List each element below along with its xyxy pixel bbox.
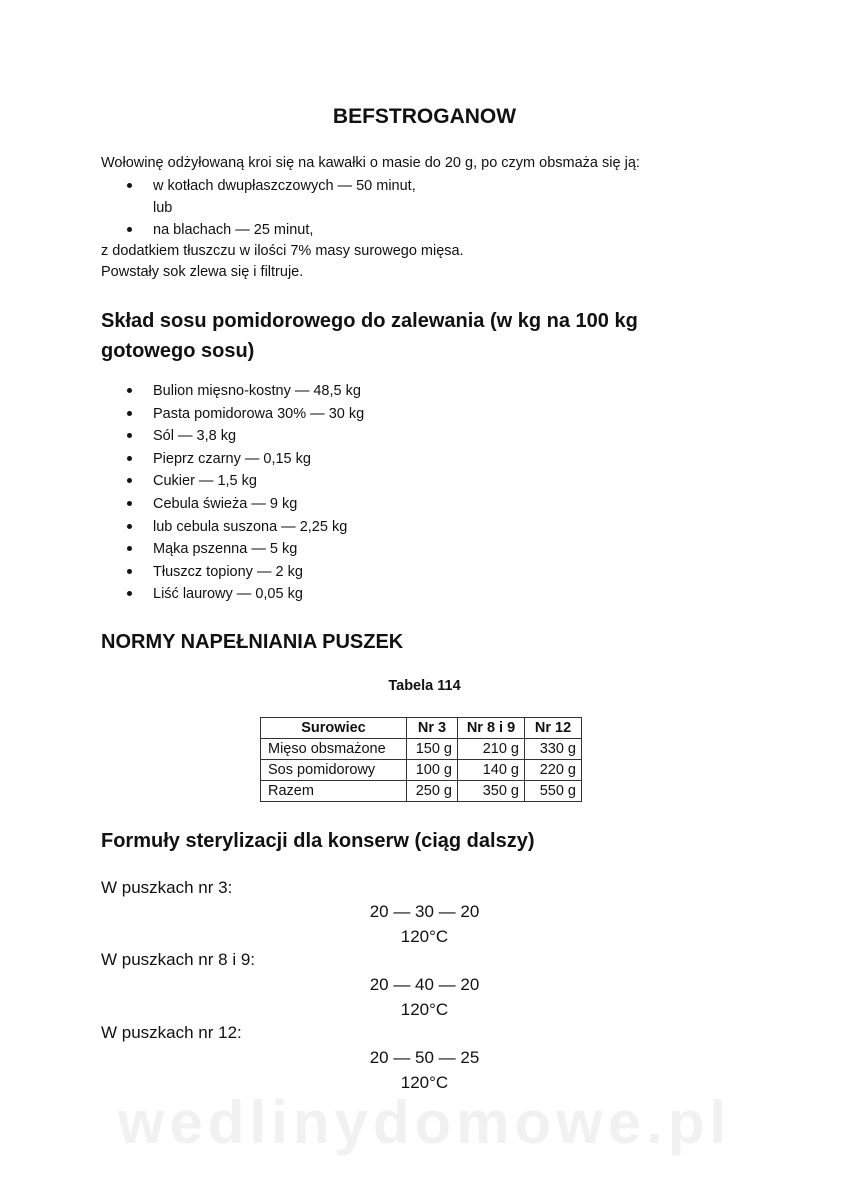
intro-or-text: lub bbox=[153, 200, 173, 216]
table-cell: 100 g bbox=[407, 760, 458, 781]
sauce-heading-line: gotowego sosu) bbox=[101, 340, 255, 362]
intro-line: Powstały sok zlewa się i filtruje. bbox=[101, 264, 304, 280]
table-header-cell: Nr 8 i 9 bbox=[458, 718, 525, 739]
ingredient-item: Pieprz czarny — 0,15 kg bbox=[127, 448, 364, 471]
can-size-label: W puszkach nr 12: bbox=[101, 1023, 242, 1042]
can-size-label: W puszkach nr 8 i 9: bbox=[101, 950, 256, 969]
table-cell: 210 g bbox=[458, 739, 525, 760]
sterilization-heading: Formuły sterylizacji dla konserw (ciąg dalszy) bbox=[101, 830, 535, 852]
table-header-cell: Surowiec bbox=[261, 718, 407, 739]
table-cell: Razem bbox=[261, 781, 407, 802]
table-cell: 250 g bbox=[407, 781, 458, 802]
ingredient-item: Pasta pomidorowa 30% — 30 kg bbox=[127, 403, 364, 426]
formula-line: 20 — 30 — 20 bbox=[369, 902, 480, 921]
ingredient-list bbox=[127, 380, 364, 606]
intro-bullet-list bbox=[127, 175, 416, 197]
intro-bullet-item: na blachach — 25 minut, bbox=[127, 219, 313, 241]
ingredient-item: Cukier — 1,5 kg bbox=[127, 470, 364, 493]
table-cell: 550 g bbox=[525, 781, 582, 802]
sauce-heading-line: Skład sosu pomidorowego do zalewania (w kg na 100 kg bbox=[101, 310, 638, 332]
sterilization-formula bbox=[0, 972, 849, 1022]
ingredient-item: Sól — 3,8 kg bbox=[127, 425, 364, 448]
table-row bbox=[261, 739, 582, 760]
ingredient-item: Cebula świeża — 9 kg bbox=[127, 493, 364, 516]
table-cell: 150 g bbox=[407, 739, 458, 760]
ingredient-item: Bulion mięsno-kostny — 48,5 kg bbox=[127, 380, 364, 403]
table-caption: Tabela 114 bbox=[388, 678, 461, 694]
intro-bullet-list bbox=[127, 219, 313, 241]
temperature-line: 120°C bbox=[400, 1000, 449, 1019]
intro-bullet-item: w kotłach dwupłaszczowych — 50 minut, bbox=[127, 175, 416, 197]
table-cell: 140 g bbox=[458, 760, 525, 781]
table-header-row bbox=[261, 718, 582, 739]
sauce-heading bbox=[101, 306, 638, 366]
filling-norms-table bbox=[260, 717, 582, 802]
watermark: wedlinydomowe.pl bbox=[117, 1089, 732, 1156]
intro-line: Wołowinę odżyłowaną kroi się na kawałki o masie do 20 g, po czym obsmaża się ją: bbox=[101, 155, 640, 171]
intro-line: z dodatkiem tłuszczu w ilości 7% masy surowego mięsa. bbox=[101, 243, 464, 259]
ingredient-item: Liść laurowy — 0,05 kg bbox=[127, 583, 364, 606]
ingredient-item: Mąka pszenna — 5 kg bbox=[127, 538, 364, 561]
table-header-cell: Nr 12 bbox=[525, 718, 582, 739]
formula-line: 20 — 40 — 20 bbox=[369, 975, 480, 994]
table-cell: 350 g bbox=[458, 781, 525, 802]
table-cell: 220 g bbox=[525, 760, 582, 781]
sterilization-formula bbox=[0, 899, 849, 949]
temperature-line: 120°C bbox=[400, 1073, 449, 1092]
ingredient-item: Tłuszcz topiony — 2 kg bbox=[127, 561, 364, 584]
table-cell: Mięso obsmażone bbox=[261, 739, 407, 760]
norms-heading: NORMY NAPEŁNIANIA PUSZEK bbox=[101, 631, 404, 653]
ingredient-item: lub cebula suszona — 2,25 kg bbox=[127, 516, 364, 539]
table-row bbox=[261, 760, 582, 781]
table-cell: 330 g bbox=[525, 739, 582, 760]
table-row bbox=[261, 781, 582, 802]
table-cell: Sos pomidorowy bbox=[261, 760, 407, 781]
page-title: BEFSTROGANOW bbox=[332, 105, 517, 128]
can-size-label: W puszkach nr 3: bbox=[101, 878, 233, 897]
table-header-cell: Nr 3 bbox=[407, 718, 458, 739]
temperature-line: 120°C bbox=[400, 927, 449, 946]
formula-line: 20 — 50 — 25 bbox=[369, 1048, 480, 1067]
